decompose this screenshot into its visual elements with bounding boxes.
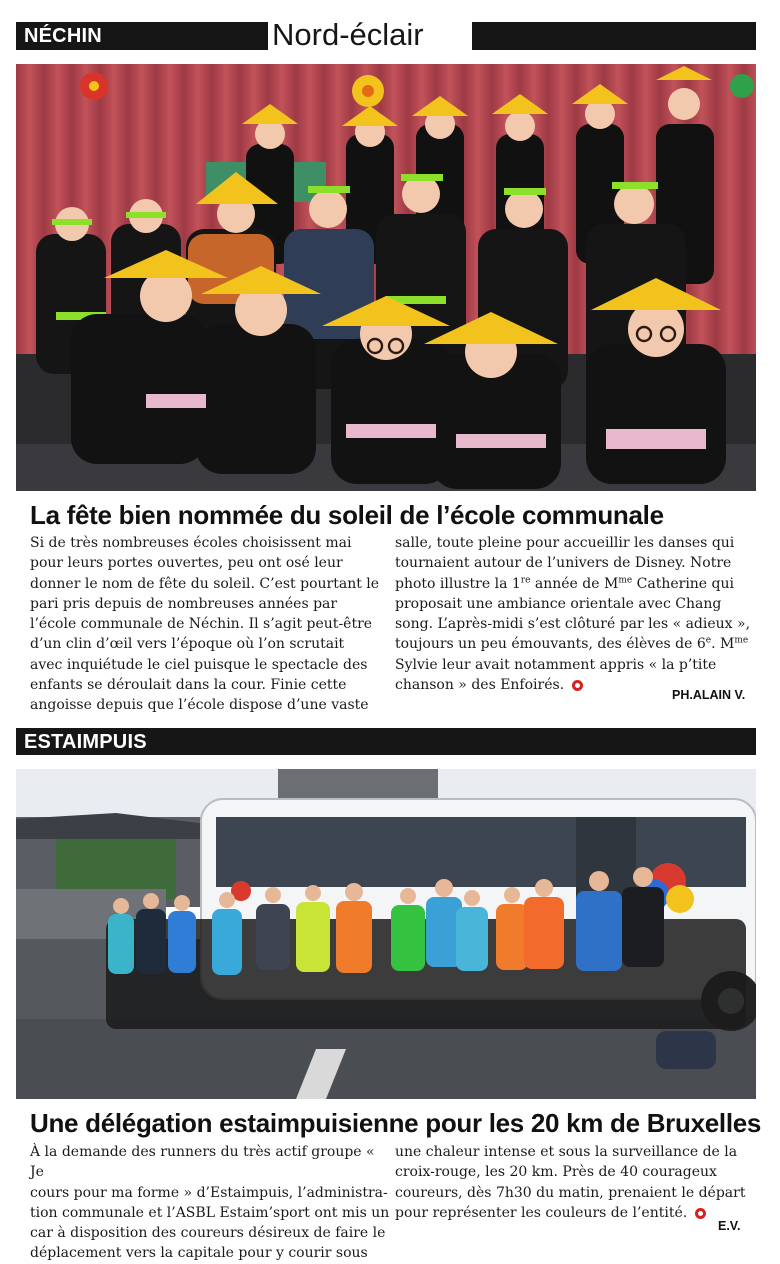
photo-credit: E.V. — [718, 1219, 741, 1233]
article-column-right — [395, 1142, 760, 1223]
article-end-icon — [695, 1208, 706, 1219]
text-line: croix-rouge, les 20 km. Près de 40 courageux — [395, 1164, 717, 1181]
runners-group-photo — [16, 769, 756, 1099]
article-end-icon — [572, 680, 583, 691]
text-line: pari pris depuis de nombreuses années par — [30, 595, 338, 612]
article-column-right — [395, 533, 760, 695]
text-line: song. L’après-midi s’est clôturé par les « adieux », — [395, 616, 751, 633]
text-line: photo illustre la 1re année de $M^{me}$ Catherine qui — [395, 574, 735, 592]
text-line: une chaleur intense et sous la surveillance de la — [395, 1144, 738, 1160]
photo-credit: PH.ALAIN V. — [672, 688, 746, 702]
text-line: À la demande des runners du très actif groupe « Je — [30, 1144, 375, 1181]
text-line: chanson » des Enfoirés. — [395, 675, 760, 695]
article-headline: La fête bien nommée du soleil de l’école communale — [30, 500, 664, 530]
article-column-left — [30, 1142, 390, 1264]
school-party-illustration — [16, 64, 756, 491]
text-line: donner le nom de fête du soleil. C’est pourtant le — [30, 575, 380, 592]
text-line: pour leurs portes ouvertes, peu ont osé leur — [30, 555, 343, 572]
section-header-nechin — [16, 17, 756, 52]
section-label: NÉCHIN — [24, 25, 102, 47]
section-label: ESTAIMPUIS — [24, 731, 147, 753]
text-line: pour représenter les couleurs de l’entité. — [395, 1203, 760, 1223]
text-line: angoisse depuis que l’école dispose d’une vaste — [30, 697, 369, 714]
text-line: déplacement vers la capitale pour y courir sous — [30, 1245, 368, 1262]
text-line: avec inquiétude le ciel puisque le spectacle des — [30, 656, 368, 673]
text-line: tion communale et l’ASBL Estaim’sport ont mis un — [30, 1204, 390, 1221]
text-line: tournaient autour de l’univers de Disney. Notre — [395, 555, 732, 572]
runners-illustration — [16, 769, 756, 1099]
text-line: cours pour ma forme » d’Estaimpuis, l’administra- — [30, 1184, 388, 1201]
article-headline: Une délégation estaimpuisienne pour les 20 km de Bruxelles — [30, 1108, 762, 1138]
text-line: salle, toute pleine pour accueillir les danses qui — [395, 535, 735, 551]
text-line: coureurs, dès 7h30 du matin, prenaient le départ — [395, 1184, 746, 1201]
newspaper-brand: Nord-éclair — [268, 15, 472, 53]
text-line: l’école communale de Néchin. Il s’agit peut-être — [30, 616, 373, 633]
section-header-estaimpuis — [16, 728, 756, 755]
school-party-photo — [16, 64, 756, 491]
text-line: Sylvie leur avait notamment appris « la p’tite — [395, 656, 717, 673]
text-line: car à disposition des coureurs désireux de faire le — [30, 1225, 386, 1242]
text-line: proposait une ambiance orientale avec Chang — [395, 595, 722, 612]
text-line: enfants se déroulait dans la cour. Finie cette — [30, 677, 347, 694]
text-line: d’un clin d’œil vers l’époque où l’on scrutait — [30, 636, 345, 653]
text-line: Si de très nombreuses écoles choisissent mai — [30, 535, 352, 551]
article-column-left — [30, 533, 385, 716]
text-line: toujours un peu émouvants, des élèves de 6e. $M^{me}$ — [395, 635, 749, 653]
